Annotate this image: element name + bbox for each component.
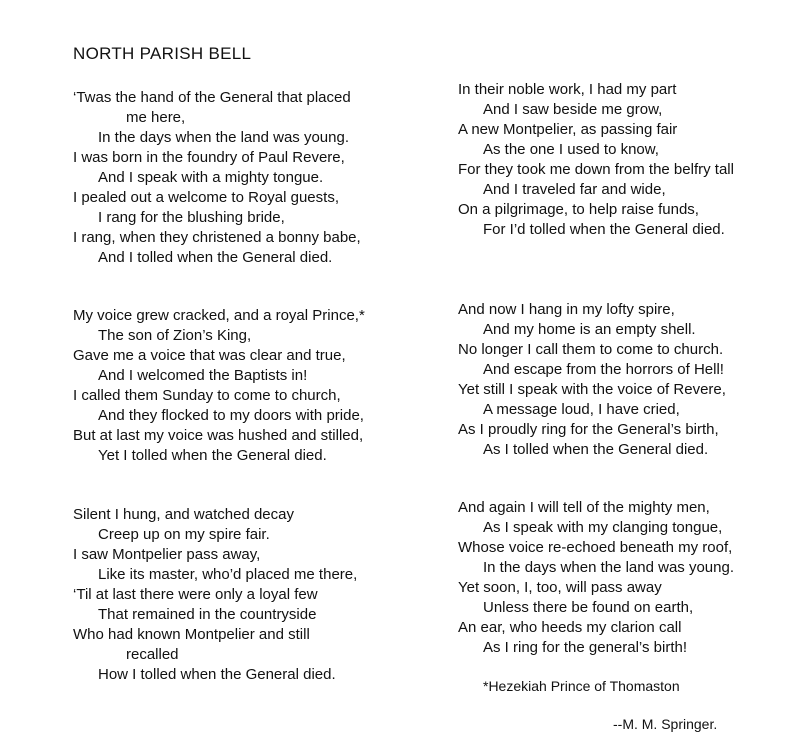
poem-line: In the days when the land was young. (483, 559, 735, 576)
poem-line: Silent I hung, and watched decay (73, 506, 294, 523)
poem-line: Unless there be found on earth, (483, 599, 694, 616)
poem-line: I saw Montpelier pass away, (73, 546, 261, 563)
poem-line: Yet still I speak with the voice of Revere, (458, 381, 726, 398)
poem-line: An ear, who heeds my clarion call (458, 619, 682, 636)
poem-line: I rang, when they christened a bonny babe, (73, 229, 361, 246)
poem-line: On a pilgrimage, to help raise funds, (458, 201, 699, 218)
poem-line: me here, (126, 109, 186, 126)
stanza-4 (458, 80, 734, 240)
poem-line: Gave me a voice that was clear and true, (73, 347, 346, 364)
poem-line: recalled (126, 646, 179, 663)
poem-line: Like its master, who’d placed me there, (98, 566, 358, 583)
poem-line: And I tolled when the General died. (98, 249, 333, 266)
footnote: *Hezekiah Prince of Thomaston (483, 678, 680, 694)
poem-line: And I speak with a mighty tongue. (98, 169, 324, 186)
poem-line: As I speak with my clanging tongue, (483, 519, 723, 536)
poem-line: And again I will tell of the mighty men, (458, 499, 710, 516)
poem-line: I called them Sunday to come to church, (73, 387, 341, 404)
poem-line: That remained in the countryside (98, 606, 317, 623)
poem-line: As I proudly ring for the General’s birth, (458, 421, 719, 438)
stanza-6 (458, 498, 734, 658)
poem-line: As the one I used to know, (483, 141, 659, 158)
poem-line: ‘Til at last there were only a loyal few (73, 586, 318, 603)
poem-line: Whose voice re-echoed beneath my roof, (458, 539, 733, 556)
poem-line: How I tolled when the General died. (98, 666, 336, 683)
poem-line: For they took me down from the belfry tall (458, 161, 734, 178)
poem-line: And my home is an empty shell. (483, 321, 696, 338)
poem-line: For I’d tolled when the General died. (483, 221, 725, 238)
poem-line: A message loud, I have cried, (483, 401, 680, 418)
author-signature: --M. M. Springer. (613, 716, 718, 732)
stanza-1 (73, 88, 361, 268)
poem-line: My voice grew cracked, and a royal Prince,* (73, 307, 365, 324)
poem-line: No longer I call them to come to church. (458, 341, 724, 358)
poem-line: Who had known Montpelier and still (73, 626, 310, 643)
poem-line: I pealed out a welcome to Royal guests, (73, 189, 339, 206)
poem-line: And escape from the horrors of Hell! (483, 361, 724, 378)
stanza-5 (458, 300, 726, 460)
poem-line: A new Montpelier, as passing fair (458, 121, 678, 138)
stanza-2 (73, 306, 365, 466)
poem-title: NORTH PARISH BELL (73, 44, 252, 63)
poem-line: And I welcomed the Baptists in! (98, 367, 308, 384)
poem-line: As I ring for the general’s birth! (483, 639, 687, 656)
poem-line: I rang for the blushing bride, (98, 209, 285, 226)
poem-line: And they flocked to my doors with pride, (98, 407, 364, 424)
poem-line: Yet I tolled when the General died. (98, 447, 327, 464)
poem-line: I was born in the foundry of Paul Revere, (73, 149, 345, 166)
poem-line: In the days when the land was young. (98, 129, 350, 146)
poem-line: And I traveled far and wide, (483, 181, 666, 198)
poem-line: In their noble work, I had my part (458, 81, 677, 98)
poem-line: As I tolled when the General died. (483, 441, 709, 458)
poem-line: And I saw beside me grow, (483, 101, 663, 118)
poem-line: But at last my voice was hushed and stilled, (73, 427, 364, 444)
poem-line: And now I hang in my lofty spire, (458, 301, 675, 318)
stanza-3 (73, 505, 357, 685)
poem-line: Yet soon, I, too, will pass away (458, 579, 662, 596)
poem-line: ‘Twas the hand of the General that placed (73, 89, 351, 106)
poem-line: The son of Zion’s King, (98, 327, 252, 344)
poem-line: Creep up on my spire fair. (98, 526, 270, 543)
